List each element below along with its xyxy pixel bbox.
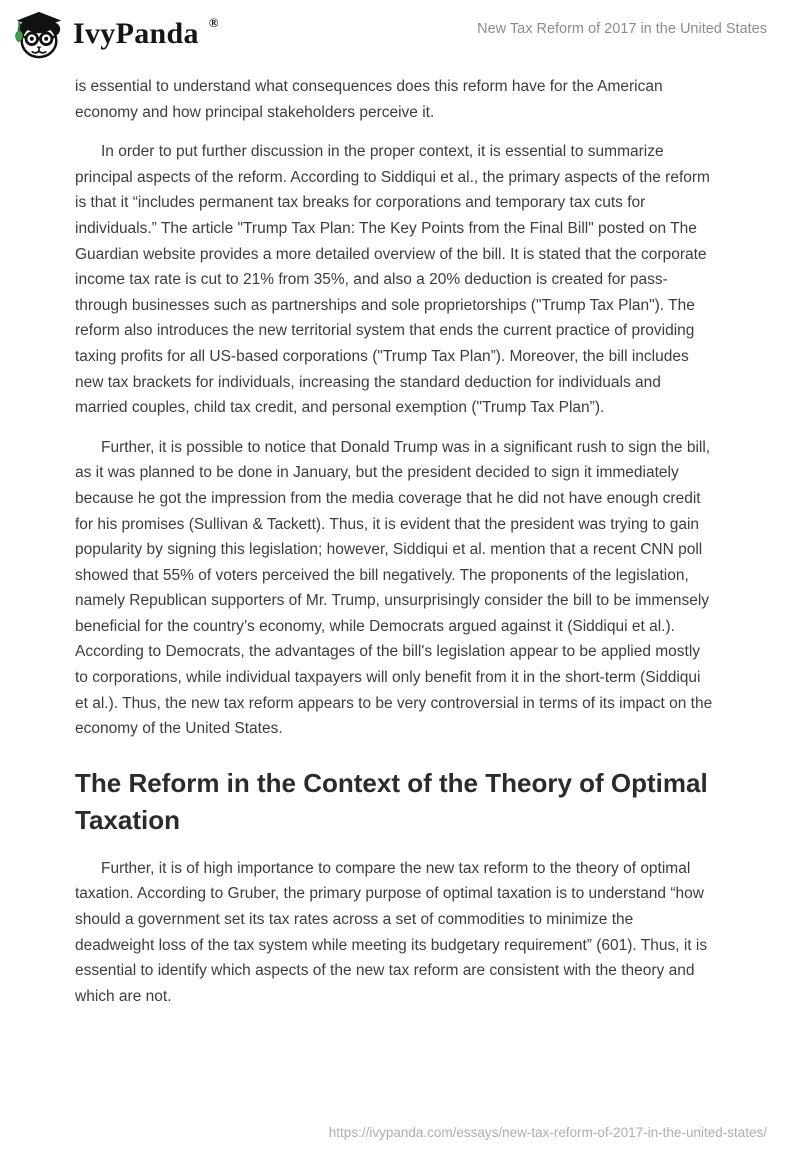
panda-graduate-cap-icon	[14, 8, 64, 60]
page-header	[0, 0, 800, 70]
registered-trademark-symbol: ®	[208, 15, 219, 30]
section-heading: The Reform in the Context of the Theory of Optimal Taxation	[75, 767, 708, 836]
page-footer	[329, 1124, 767, 1142]
brand-name: IvyPanda	[73, 17, 199, 50]
document-title: New Tax Reform of 2017 in the United States	[477, 21, 767, 37]
ivypanda-logo	[14, 8, 218, 60]
article-paragraph-continuation: is essential to understand what consequences does this reform have for the American economy and how principal stakeholders perceive it.	[75, 78, 663, 121]
article-paragraph: Further, it is possible to notice that Donald Trump was in a significant rush to sign the bill, as it was planned to be done in January, but the president decided to sign it immediately because he got the impression from the media coverage that he did not have enough credit for his promises (Sullivan & Tackett). Thus, it is evident that the president was trying to gain popularity by signing this legislation; however, Siddiqui et al. mention that a recent CNN poll showed that 55% of voters perceived the bill negatively. The proponents of the legislation, namely Republican supporters of Mr. Trump, unsurprisingly consider the bill to be immensely beneficial for the country’s economy, while Democrats argued against it (Siddiqui et al.). According to Democrats, the advantages of the bill's legislation appear to be applied mostly to corporations, while individual taxpayers will only benefit from it in the short-term (Siddiqui et al.). Thus, the new tax reform appears to be very controversial in terms of its impact on the economy of the United States.	[75, 438, 713, 738]
article-paragraph: In order to put further discussion in the proper context, it is essential to summarize principal aspects of the reform. According to Siddiqui et al., the primary aspects of the reform is that it “includes permanent tax breaks for corporations and temporary tax cuts for individuals.” The article "Trump Tax Plan: The Key Points from the Final Bill" posted on The Guardian website provides a more detailed overview of the bill. It is stated that the corporate income tax rate is cut to 21% from 35%, and also a 20% deduction is created for pass-through businesses such as partnerships and sole proprietorships ("Trump Tax Plan"). The reform also introduces the new territorial system that ends the current practice of providing taxing profits for all US-based corporations ("Trump Tax Plan”). Moreover, the bill includes new tax brackets for individuals, increasing the standard deduction for individuals and married couples, child tax credit, and personal exemption ("Trump Tax Plan”).	[75, 143, 710, 417]
essay-body	[0, 70, 800, 1009]
article-paragraph: Further, it is of high importance to compare the new tax reform to the theory of optimal taxation. According to Gruber, the primary purpose of optimal taxation is to understand “how should a government set its tax rates across a set of commodities to minimize the deadweight loss of the tax system while meeting its budgetary requirement” (601). Thus, it is essential to identify which aspects of the new tax reform are consistent with the theory and which are not.	[75, 859, 708, 1005]
page-url-link[interactable]: https://ivypanda.com/essays/new-tax-reform-of-2017-in-the-united-states/	[328, 1125, 767, 1140]
